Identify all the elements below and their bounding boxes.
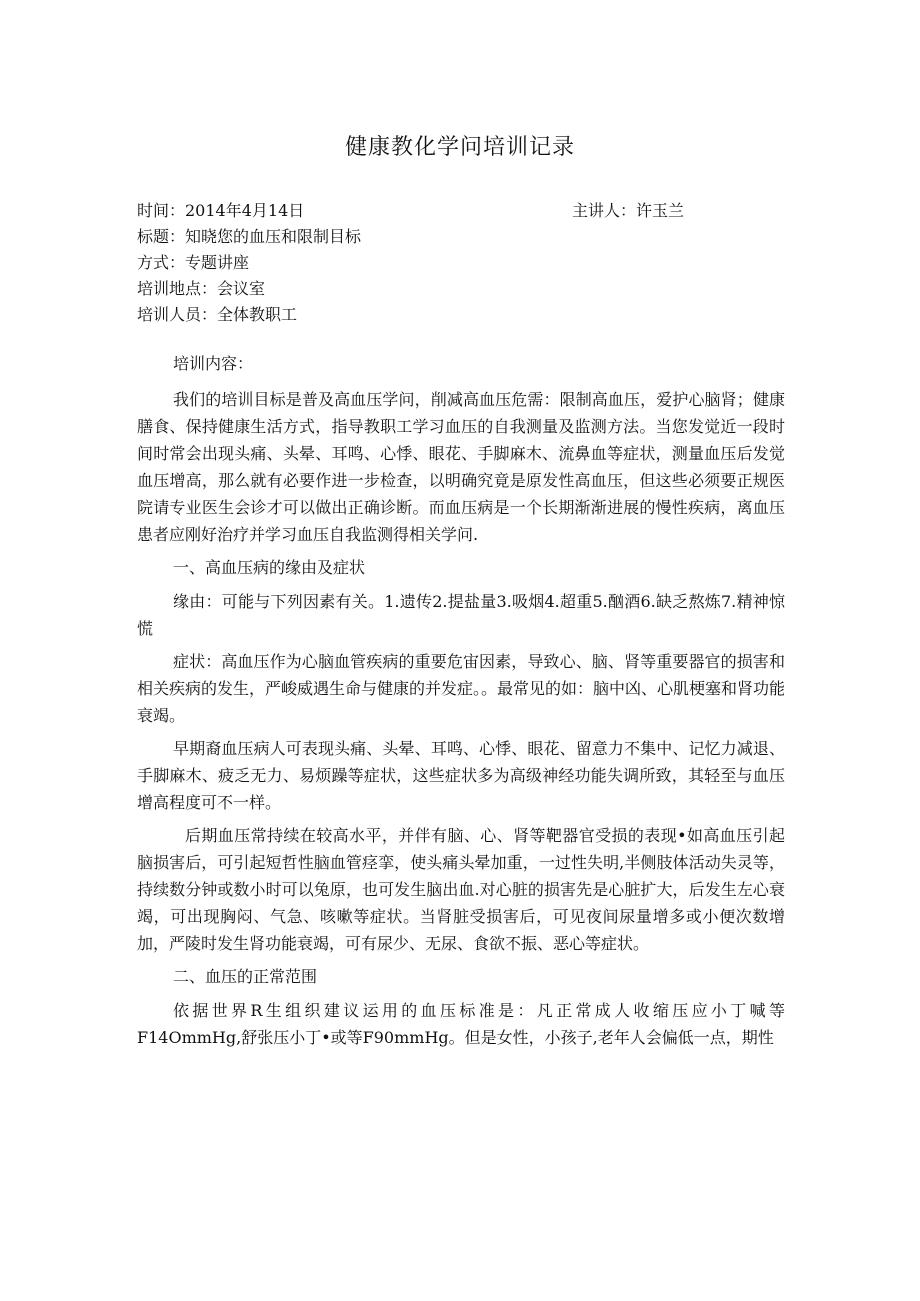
causes-paragraph: 缘由：可能与下列因素有关。1.遗传2.提盐量3.吸烟4.超重5.酗酒6.缺乏熬炼7.精神惊慌 [137, 592, 785, 638]
meta-attendees: 培训人员：全体教职工 [137, 305, 298, 324]
meta-method: 方式：专题讲座 [137, 253, 250, 272]
section-heading-causes: 一、高血压病的缘由及症状 [173, 558, 366, 577]
meta-speaker: 主讲人：许玉兰 [572, 201, 685, 220]
meta-topic: 标题：知晓您的血压和限制目标 [137, 227, 362, 246]
normal-range-paragraph: 依据世界R生组织建议运用的血压标准是：凡正常成人收缩压应小丁喊等F14OmmHg,舒张压小丁•或等F90mmHg。但是女性，小孩子,老年人会偏低一点，期性 [137, 1001, 785, 1047]
page-title: 健康教化学问培训记录 [344, 135, 575, 160]
meta-location: 培训地点：会议室 [137, 279, 266, 298]
early-stage-paragraph: 早期裔血压病人可表现头痛、头晕、耳鸣、心悸、眼花、留意力不集中、记忆力减退、手脚麻木、疲乏无力、易烦躁等症状，这些症状多为高级神经功能失调所致，其轻至与血压增高程度可不一样。 [137, 739, 785, 812]
meta-time: 时间：2014年4月14日 [137, 201, 305, 220]
section-heading-normal-range: 二、血压的正常范围 [173, 967, 318, 986]
intro-paragraph: 我们的培训目标是普及高血压学问，削减高血压危需：限制高血压，爱护心脑肾；健康膳食、保持健康生活方式，指导教职工学习血压的自我测量及监测方法。当您发觉近一段时间时常会出现头痛、头晕、耳鸣、心悸、眼花、手脚麻木、流鼻血等症状，测量血压后发觉血压增高，那么就有必要作进一步检查，以明确究竟是原发性高血压，但这些必须要正规医院请专业医生会诊才可以做出正确诊断。而血压病是一个长期渐渐进展的慢性疾病，离血压患者应刚好治疗并学习血压自我监测得相关学问. [137, 390, 785, 544]
content-heading: 培训内容： [173, 354, 254, 373]
training-content [137, 350, 785, 1057]
symptoms-paragraph: 症状：高血压作为心脑血管疾病的重要危宙因素，导致心、脑、肾等重要器官的损害和相关疾病的发生，严峻威遇生命与健康的并发症。。最常见的如：脑中凶、心肌梗塞和肾功能衰竭。 [137, 652, 786, 725]
late-stage-paragraph: 后期血压常持续在较高水平，并伴有脑、心、肾等靶器官受损的表现•如高血压引起脑损害后，可引起短哲性脑血管痉挛，使头痛头晕加重，一过性失明,半侧肢体活动失灵等，持续数分钟或数小时可以兔原，也可发生脑出血.对心脏的损害先是心脏扩大，后发生左心衰竭，可出现胸闷、气急、咳嗽等症状。当肾脏受损害后，可见夜间尿量增多或小便次数增加，严陵时发生肾功能衰竭，可有尿少、无尿、食欲不振、恶心等症状。 [137, 826, 785, 953]
